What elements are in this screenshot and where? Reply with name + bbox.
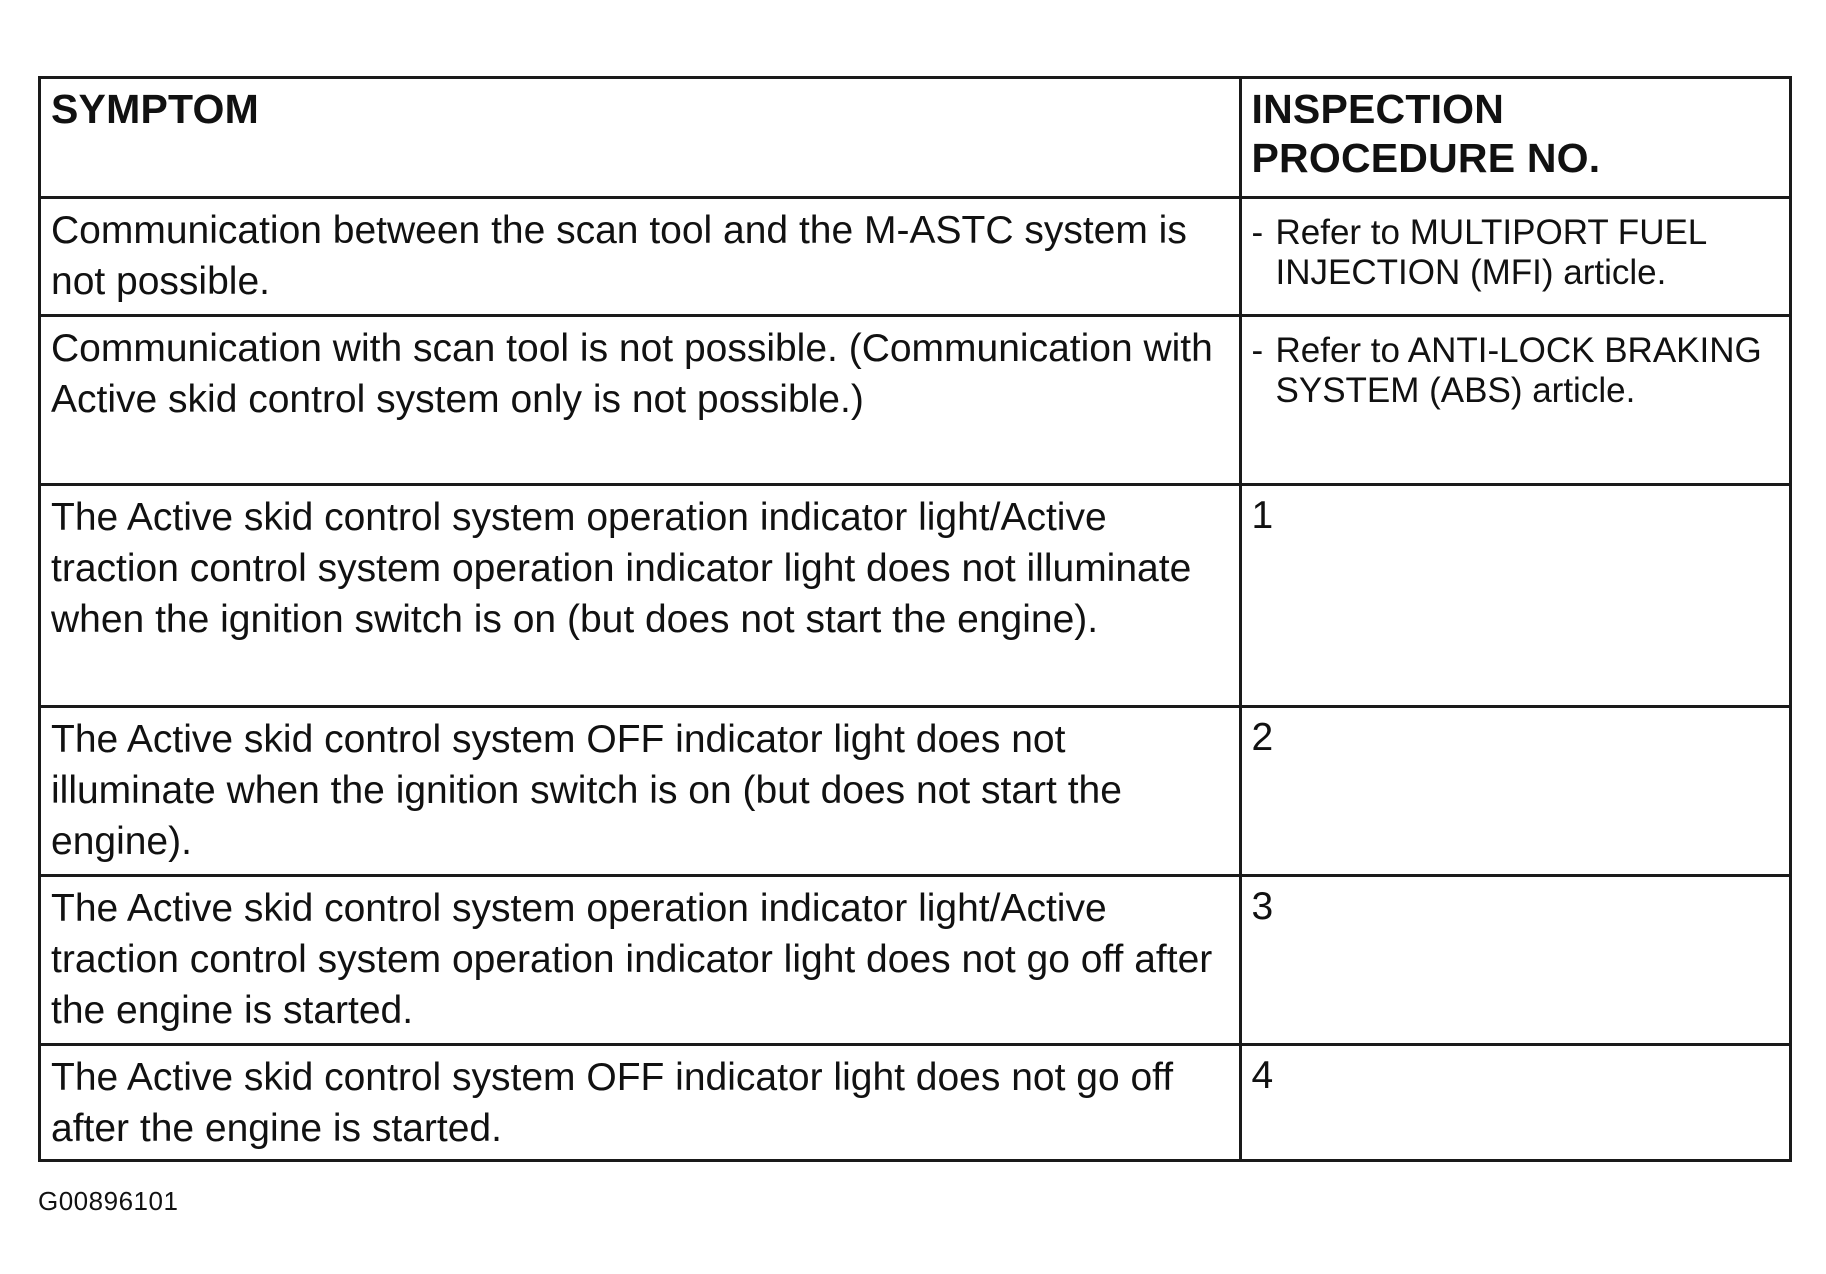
procedure-number: 3 [1240,875,1789,1044]
symptom-cell: Communication with scan tool is not possible. (Communication with Active skid control system only is not possible.) [41,315,1240,484]
figure-id: G00896101 [38,1186,179,1216]
table-row [41,1044,1789,1162]
table-row [41,706,1789,875]
header-symptom: SYMPTOM [41,79,1240,197]
header-procedure: INSPECTION PROCEDURE NO. [1240,79,1789,197]
symptom-cell: Communication between the scan tool and the M-ASTC system is not possible. [41,197,1240,315]
procedure-text: Refer to ANTI-LOCK BRAKING SYSTEM (ABS) article. [1275,330,1762,410]
symptom-cell: The Active skid control system OFF indicator light does not illuminate when the ignition switch is on (but does not start the engine). [41,706,1240,875]
symptom-cell: The Active skid control system operation indicator light/Active traction control system operation indicator light does not illuminate when the ignition switch is on (but does not start the engine). [41,484,1240,706]
table-row [41,315,1789,484]
procedure-cell [1240,197,1789,315]
symptom-table-frame [38,76,1792,1162]
symptom-cell: The Active skid control system OFF indicator light does not go off after the engine is started. [41,1044,1240,1162]
procedure-number: 2 [1240,706,1789,875]
procedure-dash: - [1251,330,1264,370]
table-row [41,875,1789,1044]
procedure-dash: - [1251,212,1264,252]
procedure-text: Refer to MULTIPORT FUEL INJECTION (MFI) article. [1275,212,1706,292]
table-header-row [41,79,1789,197]
procedure-cell [1240,315,1789,484]
symptom-cell: The Active skid control system operation indicator light/Active traction control system operation indicator light does not go off after the engine is started. [41,875,1240,1044]
symptom-table [41,79,1789,1162]
table-row [41,484,1789,706]
procedure-number: 4 [1240,1044,1789,1162]
table-row [41,197,1789,315]
procedure-number: 1 [1240,484,1789,706]
